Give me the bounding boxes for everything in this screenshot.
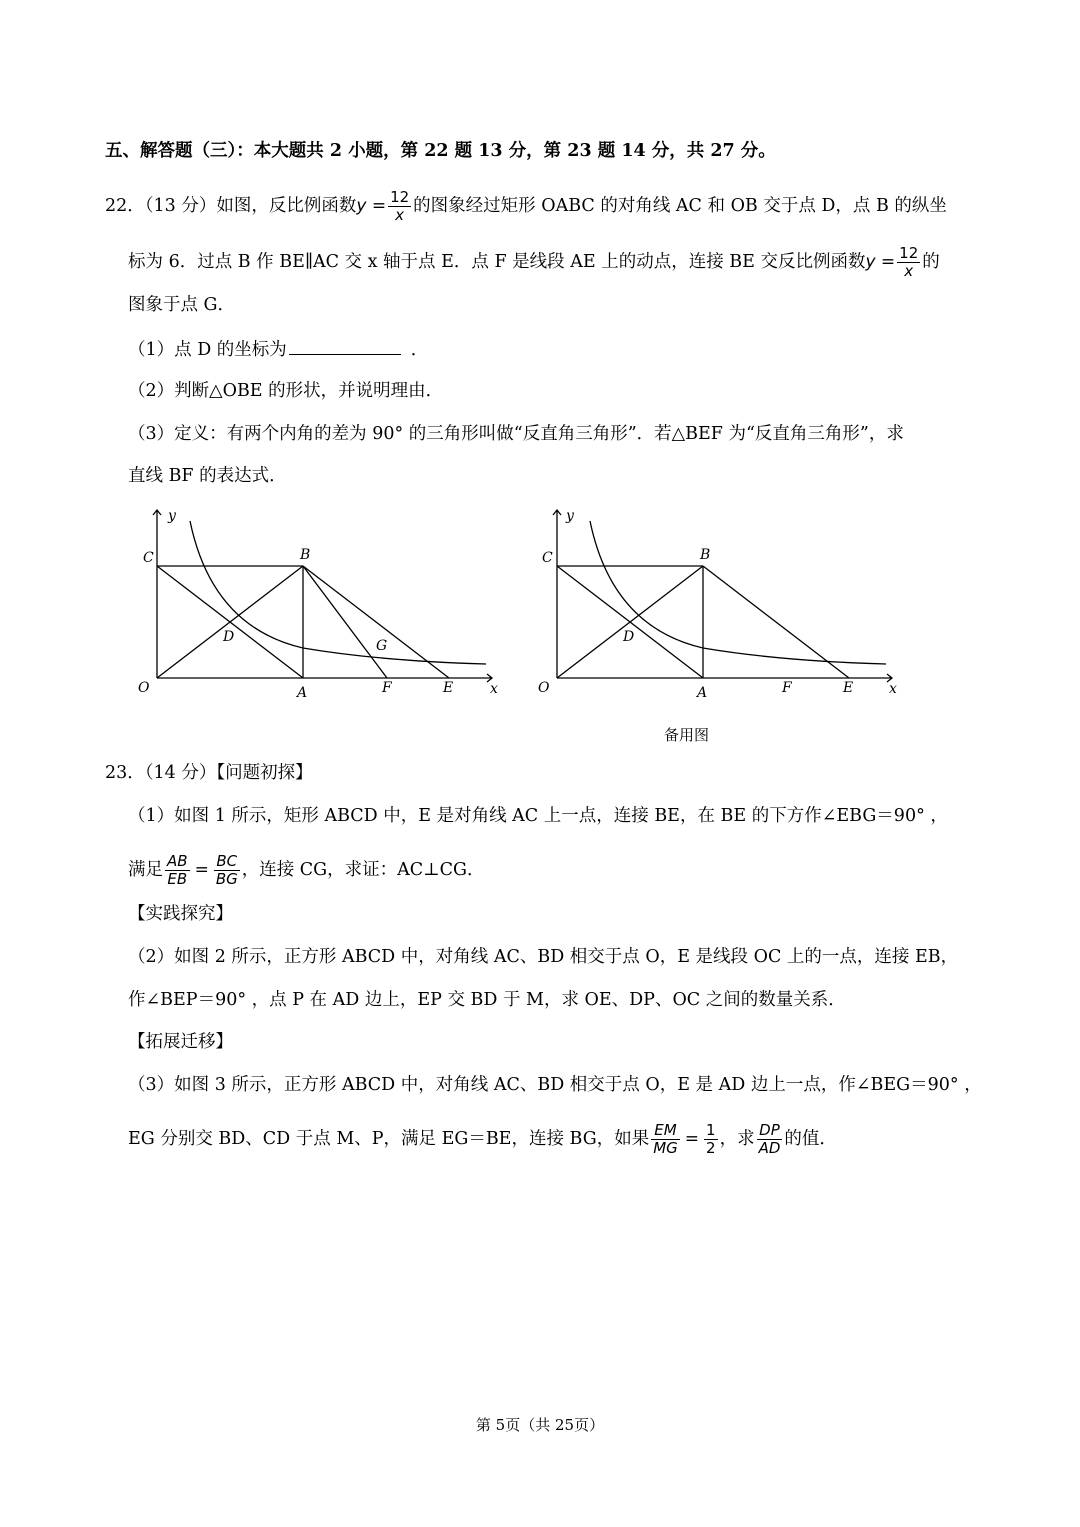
- label-y: y: [168, 508, 176, 524]
- fraction-BC-BG: $\frac{BC}{BG}$: [215, 852, 238, 888]
- label-B-2: B: [700, 547, 711, 563]
- q23-p1-line1: （1）如图 1 所示，矩形 ABCD 中，E 是对角线 AC 上一点，连接 BE，在 BE 的下方作∠EBG＝90° ，: [128, 806, 948, 826]
- q22-part3-line2: 直线 BF 的表达式．: [128, 466, 287, 486]
- section-header: 五、解答题（三）：本大题共 2 小题，第 22 题 13 分，第 23 题 14 分，共 27 分。: [105, 141, 776, 161]
- figure-caption: 备用图: [664, 726, 710, 744]
- answer-blank: [289, 336, 401, 355]
- q23-p2-line2: 作∠BEP＝90° ，点 P 在 AD 边上，EP 交 BD 于 M，求 OE、DP、OC 之间的数量关系．: [128, 990, 846, 1010]
- label-G: G: [376, 638, 388, 654]
- label-E-2: E: [843, 680, 854, 696]
- page-footer: 第 5页（共 25页）: [475, 1416, 605, 1434]
- fraction-DP-AD: $\frac{DP}{AD}$: [758, 1121, 781, 1157]
- q22-part1: （1）点 D 的坐标为 ．: [128, 336, 428, 362]
- q22-figure-spare: [520, 498, 910, 708]
- label-F: F: [382, 680, 392, 696]
- q22-number: 22．（13 分）如图，反比例函数: [105, 196, 357, 216]
- q22-func-fraction-2: $\frac{12}{x}$: [899, 244, 919, 280]
- q22-func-lhs: y =: [356, 196, 387, 216]
- q23-p3-line1: （3）如图 3 所示，正方形 ABCD 中，对角线 AC、BD 相交于点 O，E 是 AD 边上一点，作∠BEG＝90° ，: [128, 1075, 982, 1095]
- q23-heading-extension: 【拓展迁移】: [128, 1032, 233, 1052]
- q22-line3: 图象于点 G．: [128, 295, 236, 315]
- label-B: B: [300, 547, 311, 563]
- q23-p3-line2: EG 分别交 BD、CD 于点 M、P，满足 EG＝BE，连接 BG，如果 $\frac{EM}{MG}$ = $\frac{1}{2}$ ，求 $\frac{DP}{AD}$ 的值．: [128, 1121, 837, 1157]
- label-x-2: x: [889, 681, 897, 697]
- fraction-1-2: $\frac{1}{2}$: [706, 1121, 716, 1157]
- label-O: O: [138, 680, 150, 696]
- q23-p1-line2: 满足 $\frac{AB}{EB}$ = $\frac{BC}{BG}$ ，连接 CG，求证：AC⊥CG．: [128, 852, 485, 888]
- label-x: x: [490, 681, 498, 697]
- label-O-2: O: [538, 680, 550, 696]
- q22-func-fraction: $\frac{12}{x}$: [390, 188, 410, 224]
- q22-line1: [105, 189, 947, 224]
- fraction-AB-EB: $\frac{AB}{EB}$: [167, 852, 188, 888]
- label-F-2: F: [782, 680, 792, 696]
- label-A: A: [297, 685, 308, 701]
- label-C-2: C: [542, 550, 553, 566]
- label-C: C: [143, 550, 154, 566]
- label-D: D: [223, 629, 235, 645]
- label-A-2: A: [697, 685, 708, 701]
- label-E: E: [443, 680, 454, 696]
- q22-line2: 标为 6．过点 B 作 BE∥AC 交 x 轴于点 E．点 F 是线段 AE 上的动点，连接 BE 交反比例函数y = $\frac{12}{x}$ 的: [128, 244, 940, 280]
- label-y-2: y: [566, 508, 574, 524]
- q22-text1: 的图象经过矩形 OABC 的对角线 AC 和 OB 交于点 D，点 B 的纵坐: [413, 196, 947, 216]
- q22-part2: （2）判断△OBE 的形状，并说明理由．: [128, 381, 444, 401]
- q23-title: 23．（14 分）【问题初探】: [105, 763, 313, 783]
- fraction-EM-MG: $\frac{EM}{MG}$: [653, 1121, 678, 1157]
- q22-part3-line1: （3）定义：有两个内角的差为 90° 的三角形叫做“反直角三角形”．若△BEF 为“反直角三角形”，求: [128, 424, 904, 444]
- q22-figure-main: [120, 498, 510, 708]
- label-D-2: D: [623, 629, 635, 645]
- q23-p2-line1: （2）如图 2 所示，正方形 ABCD 中，对角线 AC、BD 相交于点 O，E 是线段 OC 上的一点，连接 EB，: [128, 947, 959, 967]
- q23-heading-practice: 【实践探究】: [128, 904, 233, 924]
- q22-text2: 标为 6．过点 B 作 BE∥AC 交 x 轴于点 E．点 F 是线段 AE 上的动点，连接 BE 交反比例函数: [128, 252, 866, 272]
